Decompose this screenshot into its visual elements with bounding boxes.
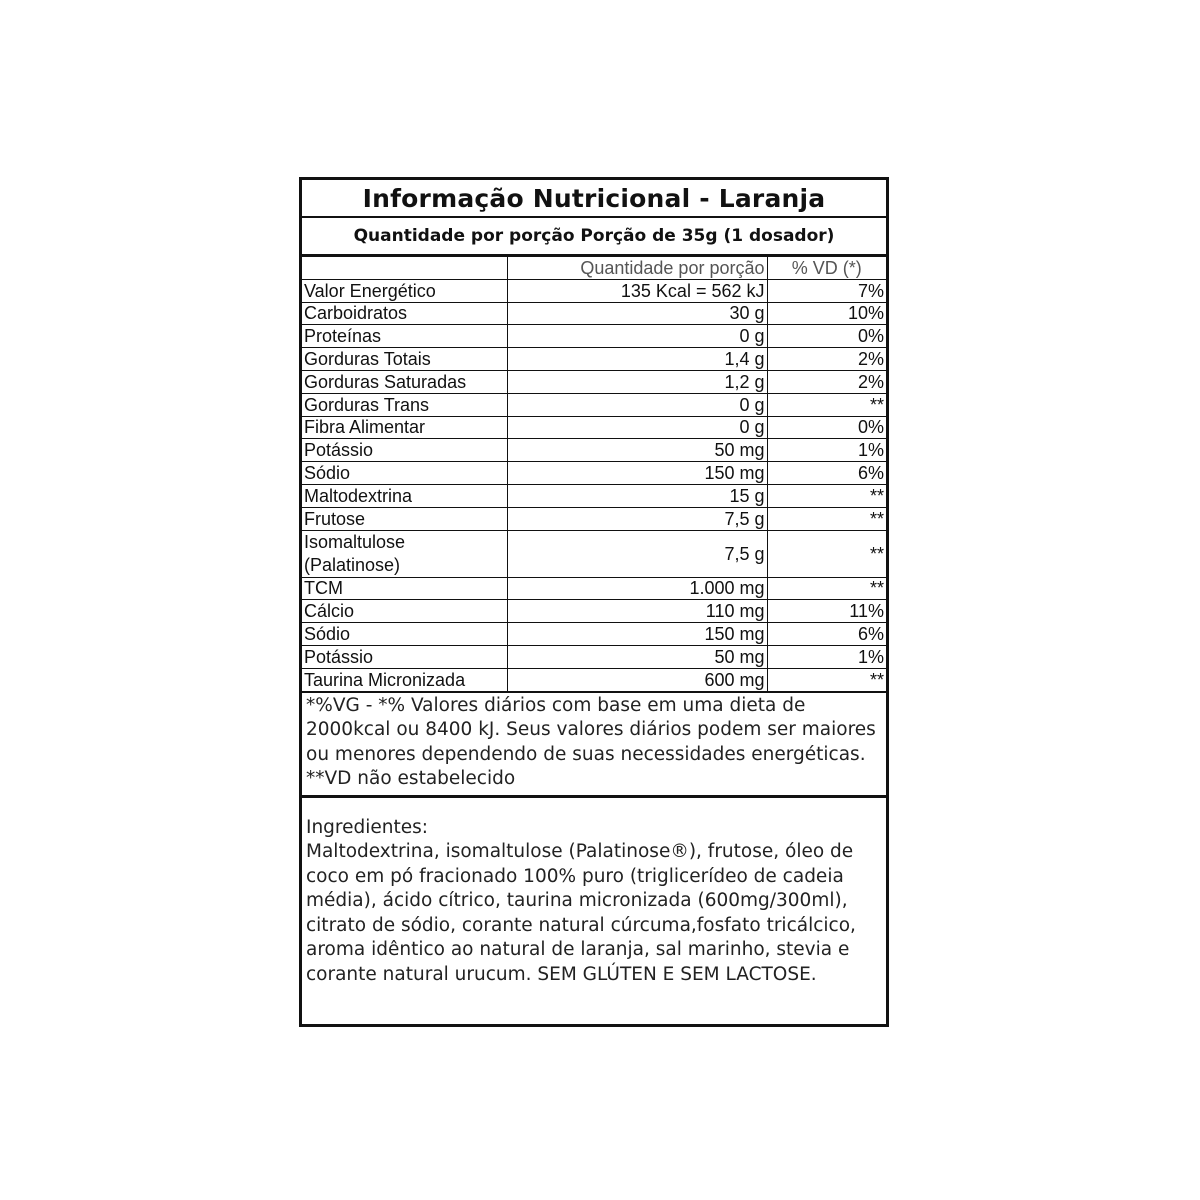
table-row	[302, 279, 886, 302]
nutrient-name: Sódio	[302, 623, 507, 646]
table-row	[302, 302, 886, 325]
ingredients-line: Maltodextrina, isomaltulose (Palatinose®), frutose, óleo de	[306, 841, 854, 863]
nutrient-quantity: 15 g	[507, 484, 767, 507]
ingredients-line: coco em pó fracionado 100% puro (triglicerídeo de cadeia	[306, 865, 844, 887]
ingredients-line: média), ácido cítrico, taurina micronizada (600mg/300ml),	[306, 890, 848, 912]
nutrient-quantity: 7,5 g	[507, 507, 767, 530]
ingredients-line: corante natural urucum. SEM GLÚTEN E SEM LACTOSE.	[306, 963, 817, 985]
table-row	[302, 623, 886, 646]
table-row	[302, 370, 886, 393]
nutrient-vd: 1%	[767, 645, 886, 668]
nutrient-name: Sódio	[302, 462, 507, 485]
footnote-line: *%VG - *% Valores diários com base em uma dieta de	[306, 694, 806, 716]
table-row	[302, 668, 886, 691]
table-row	[302, 645, 886, 668]
nutrient-quantity: 1,4 g	[507, 348, 767, 371]
table-row	[302, 530, 886, 577]
nutrient-quantity: 1,2 g	[507, 370, 767, 393]
serving-size: Quantidade por porção Porção de 35g (1 dosador)	[302, 218, 886, 257]
nutrient-vd: 6%	[767, 623, 886, 646]
nutrient-vd: 0%	[767, 416, 886, 439]
header-name	[302, 257, 507, 279]
nutrient-vd: **	[767, 393, 886, 416]
nutrient-vd: **	[767, 577, 886, 600]
nutrient-vd: **	[767, 668, 886, 691]
ingredients-heading: Ingredientes:	[306, 816, 429, 838]
nutrient-vd: 0%	[767, 325, 886, 348]
nutrient-name: Gorduras Saturadas	[302, 370, 507, 393]
nutrient-vd: 7%	[767, 279, 886, 302]
table-row	[302, 325, 886, 348]
header-quantity: Quantidade por porção	[507, 257, 767, 279]
nutrient-quantity: 7,5 g	[507, 530, 767, 577]
nutrient-quantity: 150 mg	[507, 623, 767, 646]
table-header-row	[302, 257, 886, 279]
nutrient-quantity: 50 mg	[507, 645, 767, 668]
nutrient-quantity: 600 mg	[507, 668, 767, 691]
nutrient-quantity: 50 mg	[507, 439, 767, 462]
nutrient-name: Cálcio	[302, 600, 507, 623]
vd-footnote	[302, 692, 886, 798]
nutrient-name: Gorduras Totais	[302, 348, 507, 371]
table-row	[302, 462, 886, 485]
nutrient-vd: 1%	[767, 439, 886, 462]
footnote-line: 2000kcal ou 8400 kJ. Seus valores diários podem ser maiores	[306, 719, 876, 741]
nutrient-quantity: 0 g	[507, 393, 767, 416]
nutrient-name: Proteínas	[302, 325, 507, 348]
footnote-line: **VD não estabelecido	[306, 768, 516, 790]
header-vd: % VD (*)	[767, 257, 886, 279]
nutrient-vd: 6%	[767, 462, 886, 485]
nutrient-name: Gorduras Trans	[302, 393, 507, 416]
table-row	[302, 577, 886, 600]
nutrient-vd: 11%	[767, 600, 886, 623]
nutrient-name: Potássio	[302, 645, 507, 668]
table-row	[302, 507, 886, 530]
nutrient-name: Valor Energético	[302, 279, 507, 302]
nutrient-name: Taurina Micronizada	[302, 668, 507, 691]
nutrient-quantity: 1.000 mg	[507, 577, 767, 600]
table-row	[302, 416, 886, 439]
ingredients-line: aroma idêntico ao natural de laranja, sal marinho, stevia e	[306, 939, 850, 961]
nutrient-name: Potássio	[302, 439, 507, 462]
nutrition-label	[299, 177, 889, 1027]
ingredients-section	[302, 798, 886, 988]
nutrient-vd: **	[767, 507, 886, 530]
table-row	[302, 600, 886, 623]
table-row	[302, 393, 886, 416]
nutrient-name: Isomaltulose (Palatinose)	[302, 530, 507, 577]
nutrient-name: TCM	[302, 577, 507, 600]
table-row	[302, 484, 886, 507]
label-title: Informação Nutricional - Laranja	[302, 180, 886, 218]
nutrition-table	[302, 257, 886, 692]
nutrient-vd: 2%	[767, 370, 886, 393]
nutrient-name: Fibra Alimentar	[302, 416, 507, 439]
nutrient-vd: **	[767, 530, 886, 577]
nutrient-name: Carboidratos	[302, 302, 507, 325]
table-row	[302, 439, 886, 462]
ingredients-line: citrato de sódio, corante natural cúrcuma,fosfato tricálcico,	[306, 914, 856, 936]
nutrient-name: Maltodextrina	[302, 484, 507, 507]
nutrient-quantity: 0 g	[507, 325, 767, 348]
nutrient-vd: 2%	[767, 348, 886, 371]
nutrient-quantity: 110 mg	[507, 600, 767, 623]
nutrient-quantity: 150 mg	[507, 462, 767, 485]
nutrient-vd: **	[767, 484, 886, 507]
nutrient-quantity: 30 g	[507, 302, 767, 325]
footnote-line: ou menores dependendo de suas necessidades energéticas.	[306, 743, 866, 765]
nutrient-name: Frutose	[302, 507, 507, 530]
nutrient-vd: 10%	[767, 302, 886, 325]
nutrient-quantity: 135 Kcal = 562 kJ	[507, 279, 767, 302]
table-row	[302, 348, 886, 371]
nutrient-quantity: 0 g	[507, 416, 767, 439]
